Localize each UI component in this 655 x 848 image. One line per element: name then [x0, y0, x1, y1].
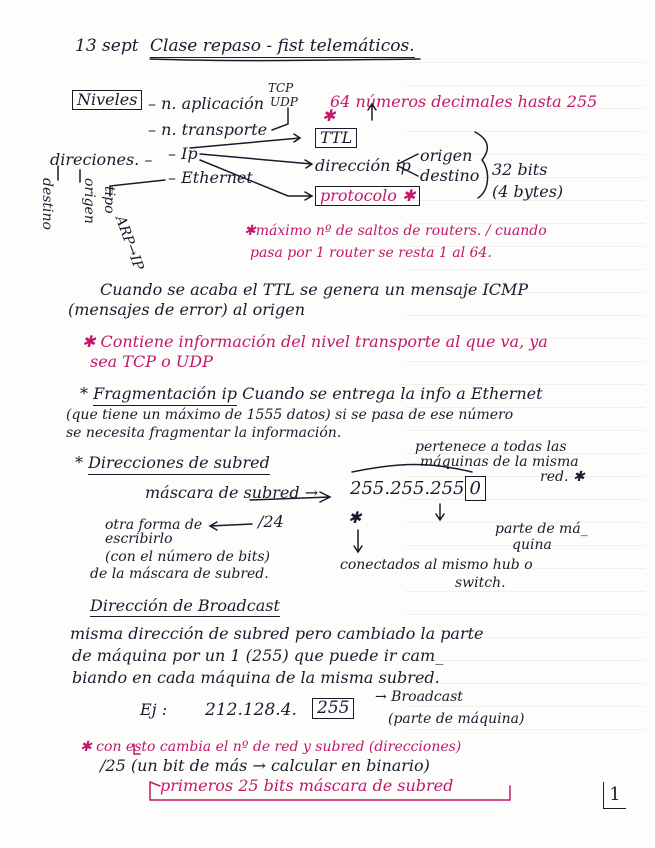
directions-ticks — [58, 166, 80, 182]
example-label: Ej : — [140, 700, 168, 719]
mask-brace — [352, 465, 472, 473]
subnet-heading: Direcciones de subred — [88, 453, 270, 475]
protocol-note-1: ✱ Contiene información del nivel transporte al que va, ya — [82, 332, 548, 351]
ttl-note-1: Cuando se acaba el TTL se genera un mensaje ICMP — [100, 280, 529, 299]
ip-to-address-arrow — [200, 154, 312, 168]
mask-zero-box: 0 — [465, 476, 486, 501]
machine-part-2: quina — [512, 537, 552, 553]
mask-label: máscara de subred → — [145, 483, 319, 502]
max-jumps-note-2: pasa por 1 router se resta 1 al 64. — [250, 245, 492, 261]
belongs-note-2: máquinas de la misma — [420, 454, 579, 470]
other-way-3: (con el número de bits) — [105, 549, 270, 565]
broadcast-heading: Dirección de Broadcast — [90, 596, 280, 615]
cidr-24: /24 — [258, 512, 284, 531]
star-mark-1: ✱ — [322, 106, 336, 125]
tipo-vertical: tipo — [101, 186, 117, 214]
other-way-arrow — [210, 522, 252, 530]
example-ip: 212.128.4. — [205, 700, 297, 720]
machine-part-arrow — [436, 504, 444, 520]
tcp-label: TCP — [268, 81, 294, 95]
broadcast-line-3: biando en cada máquina de la misma subred. — [72, 668, 440, 687]
other-way-2: escribirlo — [105, 531, 173, 547]
fragmentation-line-3: se necesita fragmentar la información. — [66, 425, 342, 441]
destino-vertical: destino — [39, 178, 55, 230]
tcp-udp-arrow — [272, 108, 288, 130]
protocol-note-2: sea TCP o UDP — [90, 352, 213, 371]
page-title: Clase repaso - fist telemáticos. — [150, 36, 415, 56]
ttl-up-arrow — [368, 104, 376, 120]
fragmentation-section: * Fragmentación ip Cuando se entrega la info a Ethernet — [80, 386, 543, 402]
destino-label: destino — [420, 166, 480, 185]
max-jumps-note-1: ✱máximo nº de saltos de routers. / cuando — [244, 223, 547, 239]
ip-to-protocol-arrow — [200, 160, 312, 200]
page-number: 1 — [603, 782, 626, 809]
mask-value: 255.255.255 0 — [350, 480, 486, 498]
origen-vertical: origen — [81, 178, 97, 224]
connected-1: conectados al mismo hub o — [340, 557, 533, 573]
ip-to-ttl-arrow — [190, 134, 300, 148]
example-note: (parte de máquina) — [388, 711, 525, 727]
bits-brace — [475, 132, 488, 198]
first-25-arrow — [150, 782, 160, 786]
directions-label: direciones. – — [50, 150, 153, 169]
udp-label: UDP — [270, 95, 298, 109]
bytes-label: (4 bytes) — [492, 182, 564, 201]
mask-arrow — [250, 492, 330, 502]
levels-heading: Niveles — [72, 90, 142, 110]
protocol-box: protocolo ✱ — [315, 186, 420, 206]
ttl-decimal-note: 64 números decimales hasta 255 — [330, 92, 598, 111]
ethernet-bracket — [110, 180, 165, 196]
other-way-4: de la máscara de subred. — [90, 566, 269, 582]
origen-label: origen — [420, 146, 473, 165]
broadcast-line-1: misma dirección de subred pero cambiado la parte — [70, 624, 484, 643]
fragmentation-heading: Fragmentación ip — [93, 384, 237, 406]
date: 13 sept — [75, 36, 139, 56]
transport-level: – n. transporte — [148, 120, 268, 139]
example-broadcast-box: 255 — [312, 698, 354, 719]
belongs-note-3: red. ✱ — [540, 469, 585, 485]
slash-25-note: /25 (un bit de más → calcular en binario) — [100, 756, 430, 775]
ip-level: – Ip — [168, 144, 198, 163]
application-level: – n. aplicación — [148, 94, 265, 113]
arp-ip-label: ARP→IP — [111, 213, 147, 273]
machine-part-1: parte de má_ — [495, 521, 588, 537]
ip-address-label: dirección ip — [315, 156, 411, 175]
pink-note-arrow — [134, 744, 140, 754]
star-mark-2: ✱ — [348, 508, 362, 527]
example-arrow: → Broadcast — [375, 689, 463, 705]
ttl-box: TTL — [315, 128, 357, 148]
origen-destino-branches — [398, 154, 418, 176]
bits-label: 32 bits — [492, 160, 548, 179]
ethernet-level: – Ethernet — [168, 168, 253, 187]
pink-note: ✱ con esto cambia el nº de red y subred (direcciones) — [80, 739, 462, 755]
broadcast-line-2: de máquina por un 1 (255) que puede ir cam_ — [72, 646, 444, 665]
title-underline — [150, 59, 420, 61]
first-25-bracket — [150, 782, 510, 800]
belongs-note-1: pertenece a todas las — [415, 439, 567, 455]
subnet-section: * Direcciones de subred — [75, 455, 270, 471]
fragmentation-line-2: (que tiene un máximo de 1555 datos) si se pasa de ese número — [66, 407, 514, 423]
connected-arrow — [354, 530, 362, 552]
first-25-note: primeros 25 bits máscara de subred — [160, 776, 454, 795]
ttl-note-2: (mensajes de error) al origen — [68, 300, 305, 319]
connected-2: switch. — [455, 575, 506, 591]
other-way-1: otra forma de — [105, 517, 203, 533]
